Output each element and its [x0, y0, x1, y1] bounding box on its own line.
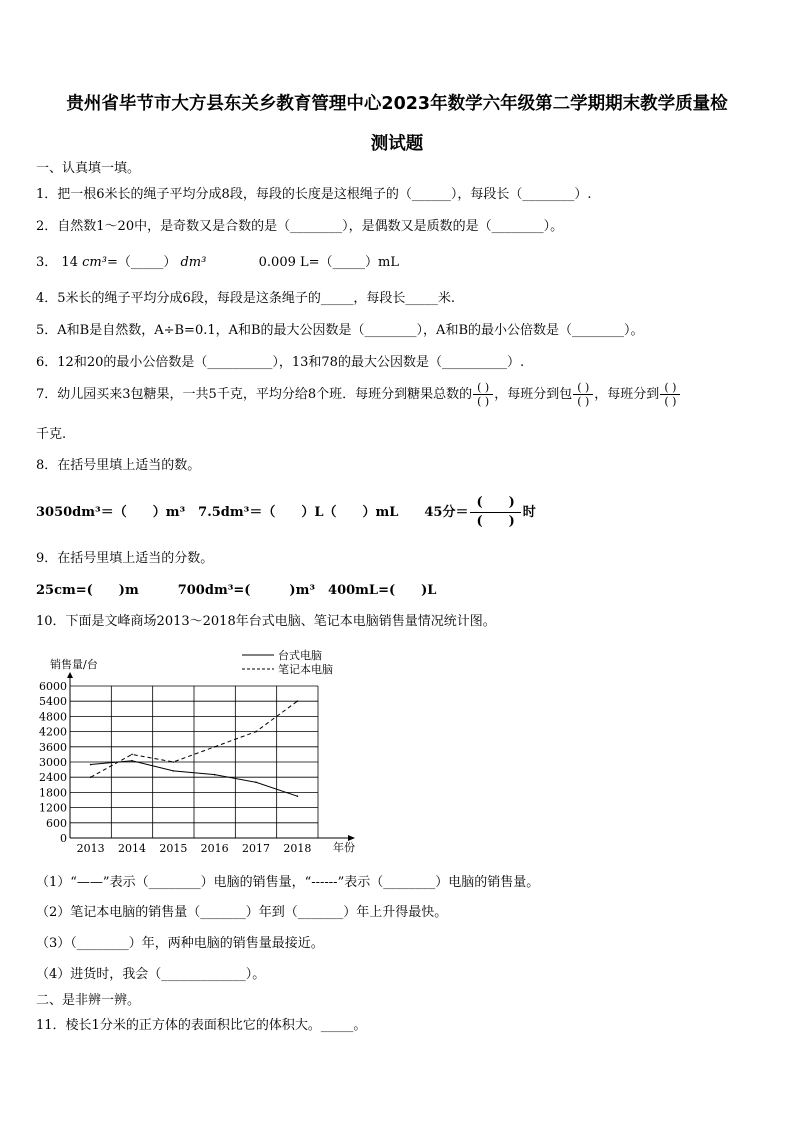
y-tick-label: 1200: [39, 801, 67, 815]
x-tick-label: 2018: [283, 842, 312, 855]
page-title: 贵州省毕节市大方县东关乡教育管理中心2023年数学六年级第二学期期末教学质量检: [66, 94, 728, 114]
q7-fraction-1: $\frac{( )}{( )}$: [473, 381, 493, 408]
y-axis-label: 销售量/台: [50, 658, 98, 671]
q8-unit: 时: [522, 505, 536, 520]
y-tick-label: 0: [60, 832, 67, 845]
question-11: 11．棱长1分米的正方体的表面积比它的体积大。_____。: [36, 1018, 367, 1033]
question-10-part-4: （4）进货时，我会（_____________）。: [36, 967, 266, 982]
q3-value-a: 14: [61, 255, 78, 270]
y-tick-label: 3000: [39, 756, 67, 769]
y-tick-label: 6000: [39, 680, 67, 693]
x-tick-label: 2014: [118, 842, 146, 855]
question-7-continued: 千克.: [36, 427, 67, 442]
x-tick-label: 2017: [242, 842, 270, 855]
question-10-part-2: （2）笔记本电脑的销售量（_______）年到（_______）年上升得最快。: [36, 905, 448, 920]
question-6: 6．12和20的最小公倍数是（__________），13和78的最大公因数是（__________）.: [36, 355, 525, 370]
data-point: [90, 776, 92, 778]
y-tick-label: 2400: [39, 771, 67, 785]
y-tick-label: 4200: [39, 725, 67, 739]
q8-conversions: 3050dm³＝（ ）m³ 7.5dm³＝（ ）L（ ）mL 45分＝: [36, 505, 469, 520]
data-point: [297, 700, 299, 702]
question-8: 8．在括号里填上适当的数。: [36, 458, 201, 473]
section-heading-2: 二、是非辨一辨。: [36, 993, 141, 1008]
q7-fraction-3: $\frac{( )}{( )}$: [660, 381, 680, 408]
question-5: 5．A和B是自然数，A÷B=0.1，A和B的最大公因数是（________），A和B的最小公倍数是（________）。: [36, 323, 644, 338]
question-4: 4．5米长的绳子平均分成6段，每段是这条绳子的_____，每段长_____米.: [36, 291, 455, 306]
question-9-items: 25cm=( )m 700dm³=( )m³ 400mL=( )L: [36, 583, 437, 598]
legend-label: 笔记本电脑: [278, 663, 333, 676]
legend-label: 台式电脑: [278, 649, 322, 662]
data-point: [90, 764, 92, 766]
x-tick-label: 2013: [76, 842, 105, 855]
question-1: 1．把一根6米长的绳子平均分成8段，每段的长度是这根绳子的（______），每段长（________）.: [36, 187, 592, 202]
data-point: [173, 761, 175, 763]
data-point: [173, 770, 175, 772]
q7-text-1: 7．幼儿园买来3包糖果，一共5千克，平均分给8个班．每班分到糖果总数的: [36, 387, 473, 402]
y-tick-label: 4800: [39, 710, 67, 724]
y-axis-arrow: [67, 672, 73, 678]
section-heading-1: 一、认真填一填。: [36, 161, 141, 176]
question-10: 10．下面是文峰商场2013～2018年台式电脑、笔记本电脑销售量情况统计图。: [36, 614, 496, 629]
q3-blank: =（_____）: [106, 255, 177, 270]
page-title-continued: 测试题: [370, 134, 424, 154]
data-point: [255, 731, 257, 733]
y-tick-label: 5400: [39, 695, 67, 709]
y-tick-label: 1800: [39, 786, 67, 800]
data-point: [214, 746, 216, 748]
question-2: 2．自然数1～20中，是奇数又是合数的是（________），是偶数又是质数的是（________）。: [36, 219, 564, 234]
q3-unit-cm3: cm³: [82, 255, 107, 270]
data-point: [255, 781, 257, 783]
x-tick-label: 2015: [159, 842, 188, 855]
y-tick-label: 3600: [39, 740, 67, 754]
question-10-part-3: （3）（________）年，两种电脑的销售量最接近。: [36, 936, 324, 951]
q3-number: 3．: [36, 255, 58, 270]
q7-text-3: ，每班分到: [594, 387, 660, 402]
data-point: [297, 795, 299, 797]
data-point: [214, 774, 216, 776]
q7-fraction-2: $\frac{( )}{( )}$: [573, 381, 593, 408]
q7-text-2: ，每班分到包: [494, 387, 573, 402]
question-9: 9．在括号里填上适当的分数。: [36, 551, 214, 566]
question-10-part-1: （1）“——”表示（________）电脑的销售量，“------”表示（________）电脑的销售量。: [36, 875, 540, 890]
y-tick-label: 600: [46, 816, 67, 830]
x-axis-label: 年份: [333, 841, 355, 854]
data-point: [131, 754, 133, 756]
x-tick-label: 2016: [200, 842, 229, 855]
q8-fraction: $\frac{( )}{( )}$: [470, 494, 520, 531]
q3-unit-dm3: dm³: [180, 255, 207, 270]
q3-part-b: 0.009 L=（_____）mL: [258, 255, 399, 270]
data-point: [131, 760, 133, 762]
